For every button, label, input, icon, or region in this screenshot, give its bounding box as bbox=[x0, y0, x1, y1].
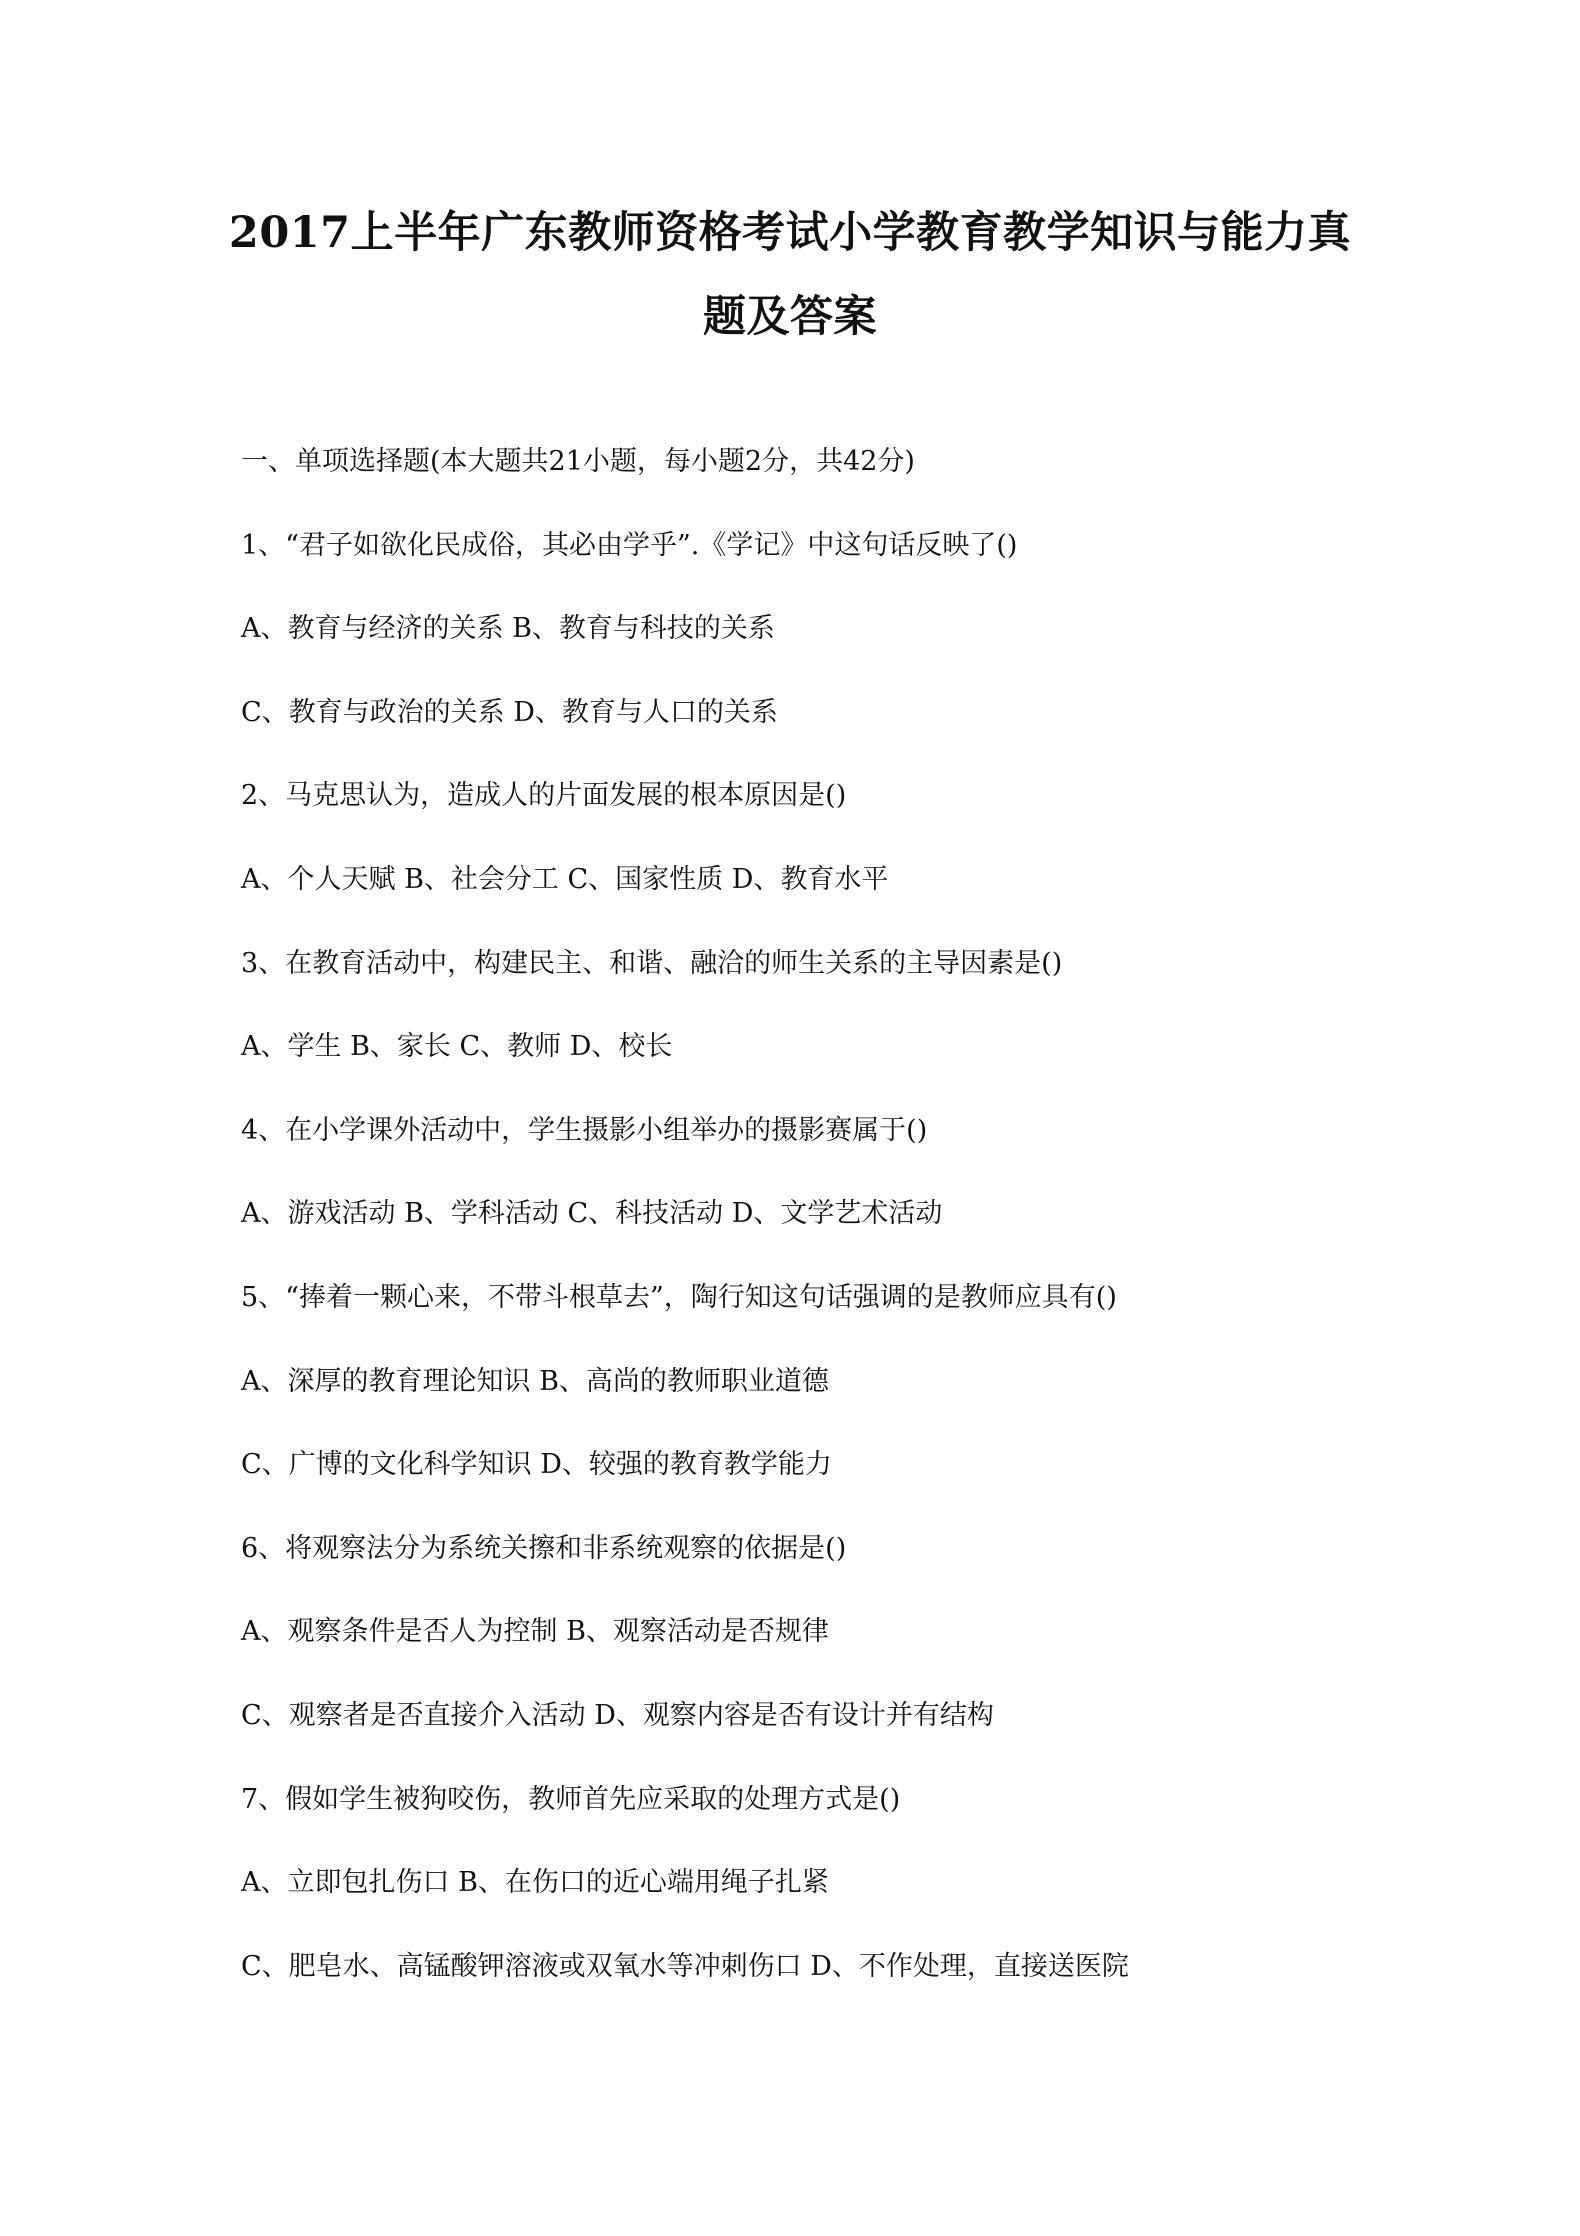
question-4-options: A、游戏活动 B、学科活动 C、科技活动 D、文学艺术活动 bbox=[241, 1198, 943, 1230]
document-title-line-2: 题及答案 bbox=[703, 292, 877, 342]
question-5-options-ab: A、深厚的教育理论知识 B、高尚的教师职业道德 bbox=[241, 1365, 829, 1397]
question-7-options-ab: A、立即包扎伤口 B、在伤口的近心端用绳子扎紧 bbox=[241, 1867, 829, 1899]
question-6-options-cd: C、观察者是否直接介入活动 D、观察内容是否有设计并有结构 bbox=[241, 1699, 994, 1731]
question-1-options-ab: A、教育与经济的关系 B、教育与科技的关系 bbox=[241, 613, 775, 645]
question-5-stem: 5、“捧着一颗心来，不带斗根草去”，陶行知这句话强调的是教师应具有() bbox=[241, 1281, 1117, 1313]
question-6-stem: 6、将观察法分为系统关擦和非系统观察的依据是() bbox=[241, 1532, 847, 1564]
question-2-stem: 2、马克思认为，造成人的片面发展的根本原因是() bbox=[241, 780, 847, 812]
document-title-line-1: 2017上半年广东教师资格考试小学教育教学知识与能力真 bbox=[228, 208, 1352, 258]
question-7-stem: 7、假如学生被狗咬伤，教师首先应采取的处理方式是() bbox=[241, 1783, 901, 1815]
question-1-stem: 1、“君子如欲化民成俗，其必由学乎”.《学记》中这句话反映了() bbox=[241, 529, 1018, 561]
question-6-options-ab: A、观察条件是否人为控制 B、观察活动是否规律 bbox=[241, 1616, 829, 1648]
question-7-options-cd: C、肥皂水、高锰酸钾溶液或双氧水等冲刺伤口 D、不作处理，直接送医院 bbox=[241, 1950, 1129, 1982]
question-1-options-cd: C、教育与政治的关系 D、教育与人口的关系 bbox=[241, 696, 778, 728]
question-3-stem: 3、在教育活动中，构建民主、和谐、融洽的师生关系的主导因素是() bbox=[241, 947, 1063, 979]
section-heading: 一、单项选择题(本大题共21小题，每小题2分，共42分) bbox=[241, 446, 915, 477]
question-2-options: A、个人天赋 B、社会分工 C、国家性质 D、教育水平 bbox=[241, 863, 889, 895]
question-5-options-cd: C、广博的文化科学知识 D、较强的教育教学能力 bbox=[241, 1449, 832, 1481]
question-4-stem: 4、在小学课外活动中，学生摄影小组举办的摄影赛属于() bbox=[241, 1114, 928, 1146]
document-body bbox=[241, 448, 1441, 2036]
question-3-options: A、学生 B、家长 C、教师 D、校长 bbox=[241, 1031, 673, 1063]
